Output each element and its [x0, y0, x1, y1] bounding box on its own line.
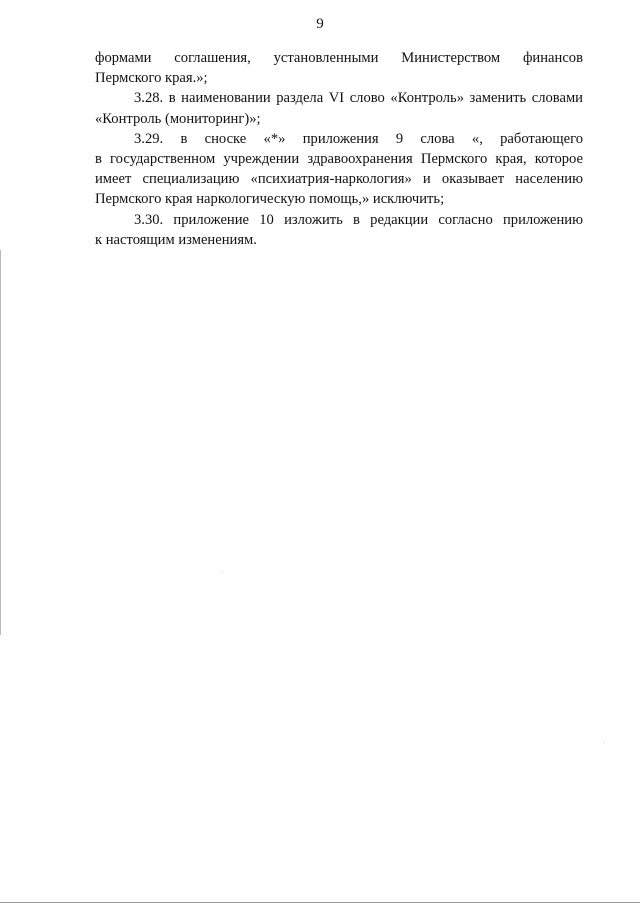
scan-speck — [222, 572, 223, 573]
scan-bottom-line — [0, 902, 640, 903]
text-line: «Контроль (мониторинг)»; — [95, 110, 261, 127]
text-line: Пермского края.»; — [95, 70, 208, 87]
text-line: в государственном учреждении здравоохранения Пермского края, которое — [95, 151, 583, 168]
text-line: 3.29. в сноске «*» приложения 9 слова «, работающего — [134, 130, 583, 147]
scan-speck — [603, 742, 604, 743]
text-line: формами соглашения, установленными Министерством финансов — [95, 50, 583, 66]
paragraph-3-28 — [95, 88, 583, 128]
document-body — [95, 48, 583, 250]
paragraph-3-29 — [95, 129, 583, 210]
text-line: 3.30. приложение 10 изложить в редакции согласно приложению — [134, 211, 583, 228]
page-number: 9 — [316, 16, 324, 32]
text-line: имеет специализацию «психиатрия-наркология» и оказывает населению — [95, 171, 583, 188]
text-line: к настоящим изменениям. — [95, 231, 257, 248]
paragraph-3-30 — [95, 210, 583, 250]
scan-edge-line — [0, 250, 1, 635]
text-line: 3.28. в наименовании раздела VI слово «Контроль» заменить словами — [134, 90, 583, 107]
text-line: Пермского края наркологическую помощь,» исключить; — [95, 191, 445, 208]
paragraph-continuation — [95, 48, 583, 88]
